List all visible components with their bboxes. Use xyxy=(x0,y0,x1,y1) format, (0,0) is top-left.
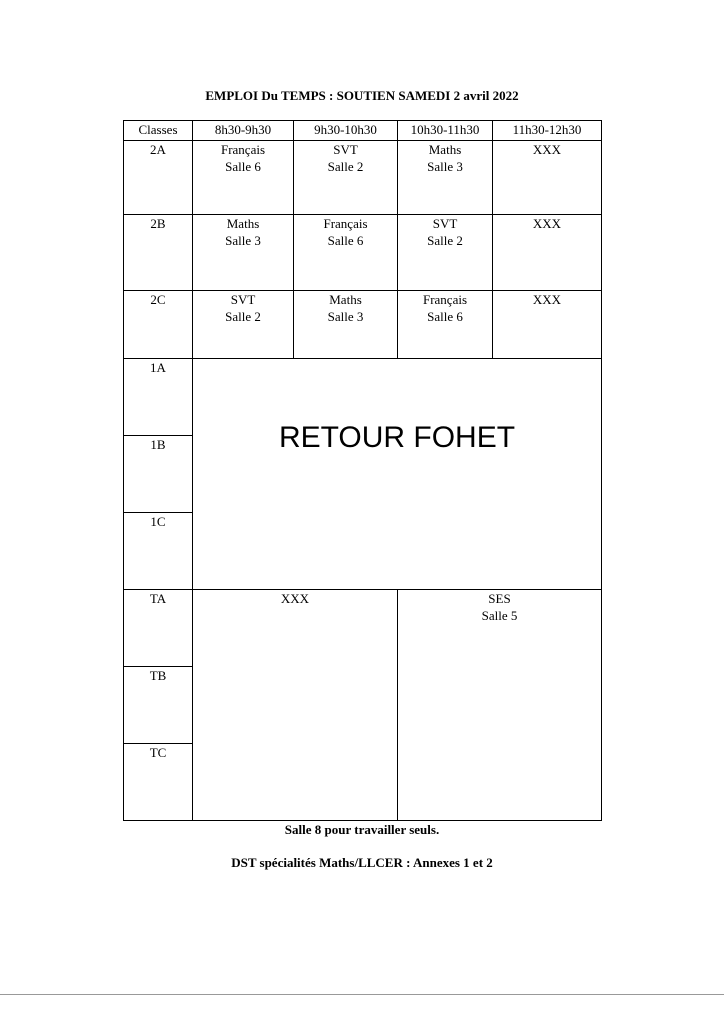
class-label: 1A xyxy=(124,359,193,436)
schedule-cell: Français Salle 6 xyxy=(398,291,493,359)
schedule-cell: XXX xyxy=(493,215,602,291)
schedule-cell: SVT Salle 2 xyxy=(398,215,493,291)
schedule-cell: SVT Salle 2 xyxy=(294,141,398,215)
table-row xyxy=(124,359,602,436)
table-row xyxy=(124,590,602,667)
schedule-cell: Maths Salle 3 xyxy=(398,141,493,215)
merged-xxx-cell: XXX xyxy=(193,590,398,821)
class-label: 2C xyxy=(124,291,193,359)
table-row xyxy=(124,215,602,291)
schedule-cell: SVT Salle 2 xyxy=(193,291,294,359)
class-label: 2A xyxy=(124,141,193,215)
footer-divider xyxy=(0,994,724,995)
schedule-cell: Maths Salle 3 xyxy=(193,215,294,291)
table-row xyxy=(124,291,602,359)
schedule-cell: Français Salle 6 xyxy=(193,141,294,215)
note-study-room: Salle 8 pour travailler seuls. xyxy=(284,822,440,837)
header-cell: 9h30-10h30 xyxy=(294,121,398,141)
header-cell: Classes xyxy=(124,121,193,141)
class-label: TA xyxy=(124,590,193,667)
table-row xyxy=(124,141,602,215)
class-label: TC xyxy=(124,744,193,821)
header-cell: 10h30-11h30 xyxy=(398,121,493,141)
schedule-cell: Maths Salle 3 xyxy=(294,291,398,359)
retour-fohet-text: RETOUR FOHET xyxy=(278,421,516,454)
schedule-cell: Français Salle 6 xyxy=(294,215,398,291)
note-dst: DST spécialités Maths/LLCER : Annexes 1 et 2 xyxy=(231,855,493,870)
schedule-table xyxy=(123,120,602,821)
schedule-cell: XXX xyxy=(493,141,602,215)
schedule-cell: XXX xyxy=(493,291,602,359)
class-label: TB xyxy=(124,667,193,744)
class-label: 1C xyxy=(124,513,193,590)
header-row xyxy=(124,121,602,141)
class-label: 2B xyxy=(124,215,193,291)
header-cell: 8h30-9h30 xyxy=(193,121,294,141)
class-label: 1B xyxy=(124,436,193,513)
header-cell: 11h30-12h30 xyxy=(493,121,602,141)
page-title: EMPLOI Du TEMPS : SOUTIEN SAMEDI 2 avril 2022 xyxy=(205,88,519,103)
merged-notice-cell xyxy=(193,359,602,590)
merged-ses-cell: SES Salle 5 xyxy=(398,590,602,821)
